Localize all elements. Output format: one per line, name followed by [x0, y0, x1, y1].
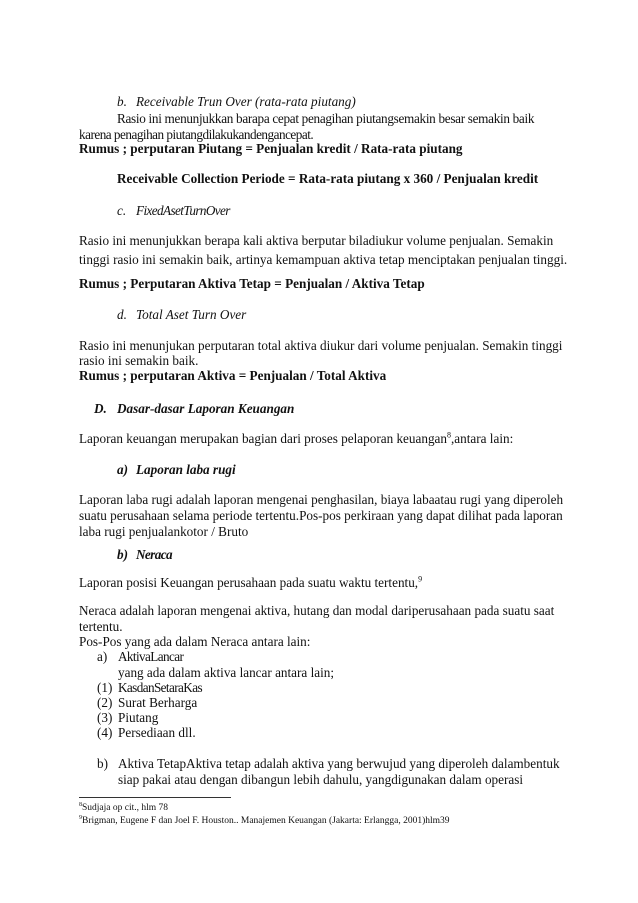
sub-b-title: Neraca — [136, 547, 172, 562]
section-d-formula: Rumus ; perputaran Aktiva = Penjualan / Total Aktiva — [79, 368, 387, 383]
list-item-4-marker: (4) — [97, 725, 113, 740]
footnote-8 — [79, 802, 168, 814]
section-b-desc-line1: Rasio ini menunjukkan barapa cepat penagihan piutangsemakin besar semakin baik — [117, 111, 535, 126]
list-item-3-marker: (3) — [97, 710, 113, 725]
section-c-desc-line1: Rasio ini menunjukkan berapa kali aktiva berputar biladiukur volume penjualan. Semakin — [79, 233, 554, 248]
list-a-marker: a) — [97, 649, 108, 664]
sub-a-line3: laba rugi penjualankotor / Bruto — [79, 524, 249, 539]
heading-d-marker: D. — [94, 401, 107, 416]
heading-d-title: Dasar-dasar Laporan Keuangan — [117, 401, 295, 416]
sub-a-marker: a) — [117, 462, 128, 477]
footnote-8-text: Sudjaja op cit., hlm 78 — [82, 803, 169, 813]
list-item-1-marker: (1) — [97, 680, 113, 695]
section-b-formula1: Rumus ; perputaran Piutang = Penjualan kredit / Rata-rata piutang — [79, 141, 463, 156]
footnote-ref-9: 9 — [418, 574, 423, 584]
intro-text: Laporan keuangan merupakan bagian dari proses pelaporan keuangan — [79, 431, 447, 446]
sub-a-line1: Laporan laba rugi adalah laporan mengenai penghasilan, biaya labaatau rugi yang diperoleh — [79, 492, 564, 507]
list-b-marker: b) — [97, 756, 108, 771]
section-d-desc-line1: Rasio ini menunjukan perputaran total aktiva diukur dari volume penjualan. Semakin tinggi — [79, 338, 563, 353]
footnote-divider — [79, 797, 231, 798]
section-d-desc-line2: rasio ini semakin baik. — [79, 353, 199, 368]
sub-b-marker: b) — [117, 547, 128, 562]
list-item-2-text: Surat Berharga — [118, 695, 198, 710]
section-c-formula: Rumus ; Perputaran Aktiva Tetap = Penjualan / Aktiva Tetap — [79, 276, 425, 291]
list-a-sub: yang ada dalam aktiva lancar antara lain; — [118, 665, 335, 680]
section-d-title: Total Aset Turn Over — [136, 307, 247, 322]
sub-b-line1 — [79, 575, 422, 591]
sub-b-line1-text: Laporan posisi Keuangan perusahaan pada suatu waktu tertentu, — [79, 575, 419, 590]
list-b-line2: siap pakai atau dengan dibangun lebih dahulu, yangdigunakan dalam operasi — [118, 772, 524, 787]
list-b-line1: Aktiva TetapAktiva tetap adalah aktiva yang berwujud yang diperoleh dalambentuk — [118, 756, 560, 771]
footnote-ref-8: 8 — [447, 430, 451, 440]
footnote-9-text: Brigman, Eugene F dan Joel F. Houston.. Manajemen Keuangan (Jakarta: Erlangga, 2001)hlm39 — [82, 816, 450, 826]
footnote-9-num: 9 — [79, 814, 82, 821]
footnote-9 — [79, 815, 450, 827]
section-d-marker: d. — [117, 307, 127, 322]
list-item-1-text: KasdanSetaraKas — [118, 680, 203, 695]
sub-b-line2: Neraca adalah laporan mengenai aktiva, hutang dan modal dariperusahaan pada suatu saat — [79, 603, 555, 618]
intro-text-end: ,antara lain: — [451, 431, 514, 446]
section-b-title: Receivable Trun Over (rata-rata piutang) — [136, 94, 356, 109]
list-a-title: AktivaLancar — [118, 649, 184, 664]
sub-b-line4: Pos-Pos yang ada dalam Neraca antara lain: — [79, 634, 311, 649]
intro-paragraph — [79, 431, 513, 447]
list-item-4-text: Persediaan dll. — [118, 725, 196, 740]
section-b-desc-line2: karena penagihan piutangdilakukandengancepat. — [79, 127, 314, 142]
section-c-title: FixedAsetTurnOver — [136, 203, 230, 218]
section-b-formula2: Receivable Collection Periode = Rata-rata piutang x 360 / Penjualan kredit — [117, 171, 539, 186]
section-b-marker: b. — [117, 94, 127, 109]
section-c-desc-line2: tinggi rasio ini semakin baik, artinya kemampuan aktiva tetap menciptakan penjualan tinggi. — [79, 252, 568, 267]
list-item-3-text: Piutang — [118, 710, 159, 725]
section-c-marker: c. — [117, 203, 127, 218]
footnote-8-num: 8 — [79, 801, 82, 808]
sub-a-title: Laporan laba rugi — [136, 462, 236, 477]
sub-a-line2: suatu perusahaan selama periode tertentu.Pos-pos perkiraan yang dapat dilihat pada laporan — [79, 508, 563, 523]
list-item-2-marker: (2) — [97, 695, 113, 710]
sub-b-line3: tertentu. — [79, 619, 123, 634]
